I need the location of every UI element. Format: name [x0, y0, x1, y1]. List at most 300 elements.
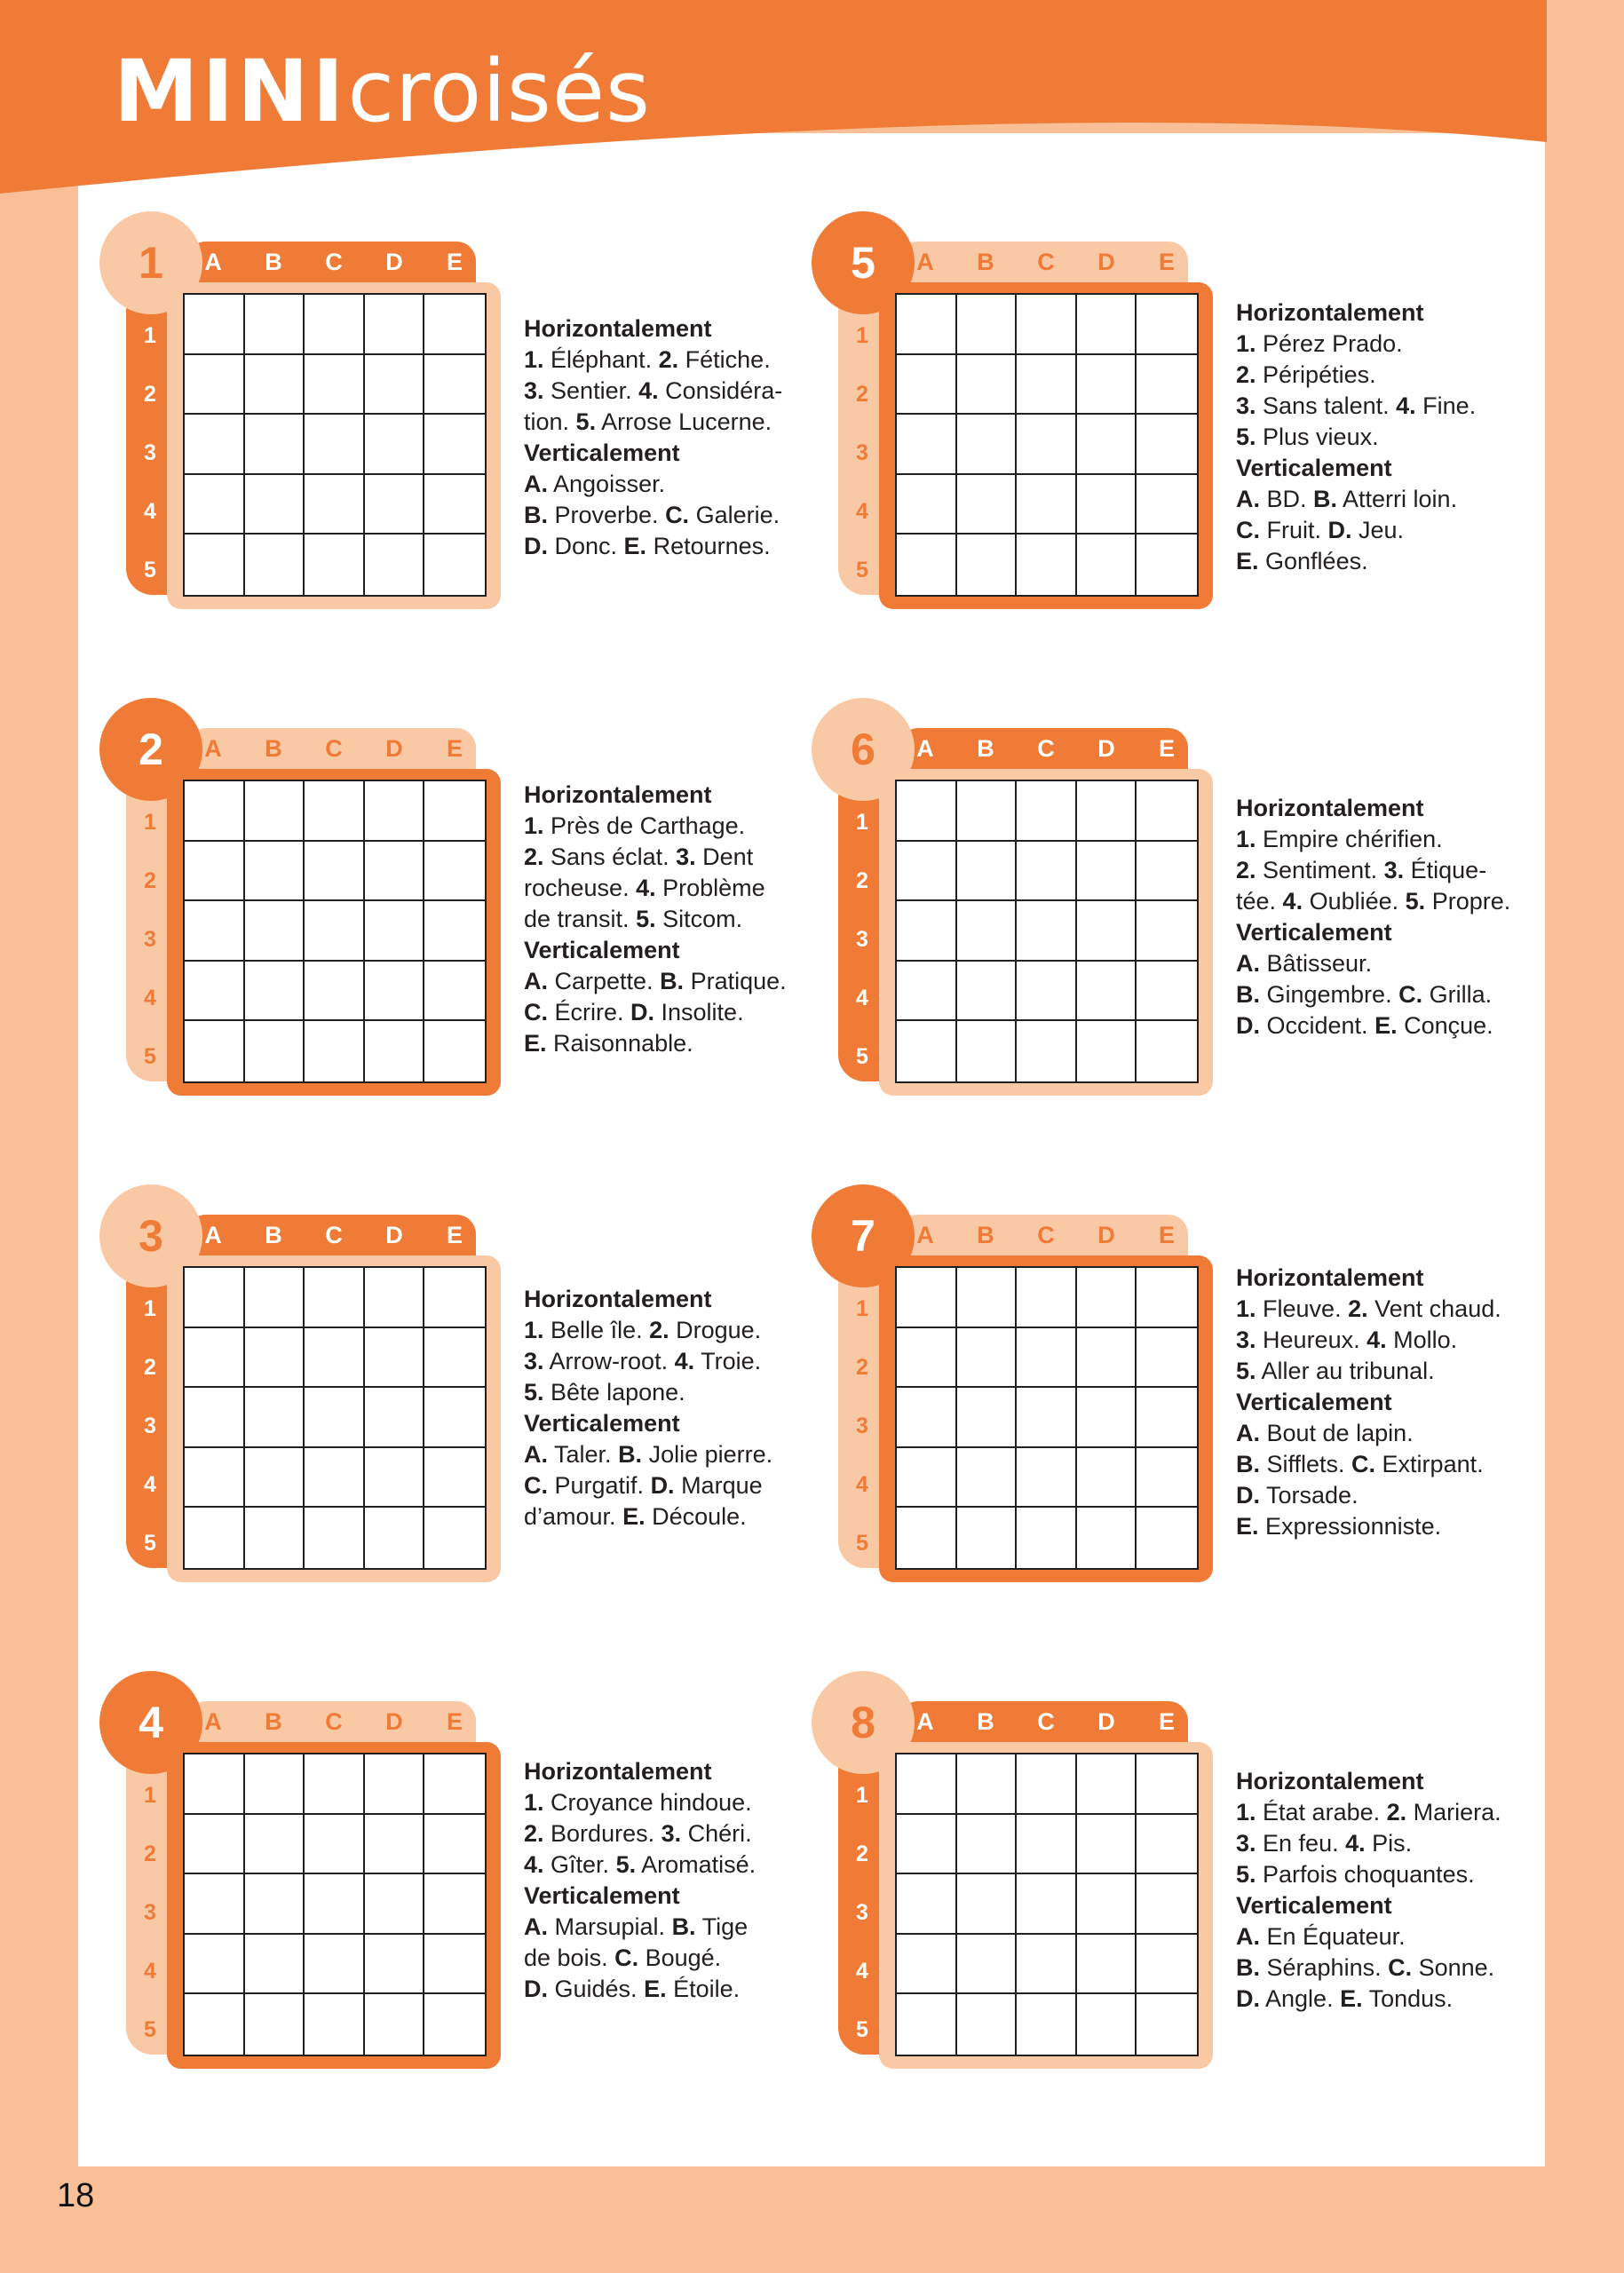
- grid-cell[interactable]: [305, 962, 365, 1022]
- column-label-bar: [899, 1215, 1188, 1255]
- clue-text: Étique-: [1404, 857, 1487, 883]
- clue-text: Extirpant.: [1375, 1451, 1484, 1477]
- grid-cell[interactable]: [1137, 781, 1197, 842]
- grid-cell[interactable]: [185, 1994, 245, 2055]
- clue-text: Marque: [674, 1472, 763, 1499]
- grid-cell[interactable]: [1017, 962, 1077, 1022]
- grid-cell[interactable]: [305, 1448, 365, 1509]
- grid-cell[interactable]: [245, 1994, 305, 2055]
- grid-cell[interactable]: [185, 1754, 245, 1815]
- grid-cell[interactable]: [424, 1815, 485, 1875]
- clue-number: C.: [524, 999, 548, 1026]
- grid-cell[interactable]: [1077, 1328, 1137, 1389]
- grid-cell[interactable]: [424, 1268, 485, 1328]
- grid-cell[interactable]: [305, 355, 365, 416]
- grid-cell[interactable]: [1077, 1935, 1137, 1995]
- grid-cell[interactable]: [1077, 1874, 1137, 1935]
- grid-cell[interactable]: [957, 1021, 1018, 1081]
- clue-number: B.: [1313, 486, 1338, 512]
- grid-cell[interactable]: [897, 1021, 957, 1081]
- grid-cell[interactable]: [245, 1874, 305, 1935]
- column-label: E: [1158, 735, 1175, 762]
- clue-line: [1236, 948, 1522, 979]
- grid-cell[interactable]: [957, 1268, 1018, 1328]
- grid-cell[interactable]: [897, 1935, 957, 1995]
- grid-cell[interactable]: [1137, 1021, 1197, 1081]
- grid-cell[interactable]: [185, 1268, 245, 1328]
- grid-cell[interactable]: [185, 1328, 245, 1389]
- row-label: 4: [144, 1472, 156, 1497]
- grid-cell[interactable]: [245, 415, 305, 475]
- grid-cell[interactable]: [1017, 901, 1077, 962]
- clue-number: 3.: [661, 1820, 682, 1847]
- grid-cell[interactable]: [365, 1268, 425, 1328]
- clue-text: Écrire.: [548, 999, 631, 1026]
- grid-cell[interactable]: [1017, 781, 1077, 842]
- grid-cell[interactable]: [897, 1268, 957, 1328]
- grid-cell[interactable]: [365, 1508, 425, 1568]
- clue-number: 1.: [1236, 1799, 1256, 1826]
- grid-cell[interactable]: [305, 1268, 365, 1328]
- grid-cell[interactable]: [365, 475, 425, 535]
- grid-cell[interactable]: [957, 1935, 1018, 1995]
- grid-cell[interactable]: [1137, 475, 1197, 535]
- grid-cell[interactable]: [365, 295, 425, 355]
- grid-cell[interactable]: [897, 781, 957, 842]
- grid-cell[interactable]: [185, 1448, 245, 1509]
- grid-cell[interactable]: [897, 1874, 957, 1935]
- clue-number: C.: [1236, 517, 1260, 543]
- grid-cell[interactable]: [305, 901, 365, 962]
- grid-cell[interactable]: [365, 901, 425, 962]
- grid-cell[interactable]: [897, 355, 957, 416]
- grid-cell[interactable]: [897, 475, 957, 535]
- clue-text: Propre.: [1425, 888, 1511, 915]
- grid-cell[interactable]: [1137, 415, 1197, 475]
- grid-cell[interactable]: [1017, 1994, 1077, 2055]
- grid-cell[interactable]: [424, 1388, 485, 1448]
- clue-line: [1236, 855, 1522, 886]
- grid-cell[interactable]: [957, 901, 1018, 962]
- grid-cell[interactable]: [1017, 1448, 1077, 1509]
- grid-cell[interactable]: [305, 1328, 365, 1389]
- column-label: B: [265, 1708, 282, 1735]
- clue-number: E.: [524, 1030, 547, 1057]
- clue-text: tée.: [1236, 888, 1283, 915]
- column-label: D: [1097, 735, 1115, 762]
- grid-cell[interactable]: [365, 781, 425, 842]
- grid-cell[interactable]: [305, 1874, 365, 1935]
- clue-line: [1236, 329, 1522, 360]
- clue-number: 2.: [1386, 1799, 1407, 1826]
- grid-cell[interactable]: [185, 1874, 245, 1935]
- grid-cell[interactable]: [957, 415, 1018, 475]
- crossword-puzzle: [99, 1184, 810, 1602]
- clue-text: Taler.: [548, 1441, 619, 1468]
- column-label: C: [325, 1222, 343, 1248]
- clue-number: 1.: [1236, 1295, 1256, 1322]
- clue-heading: Verticalement: [1236, 1389, 1392, 1415]
- grid-cell[interactable]: [424, 1994, 485, 2055]
- grid-cell[interactable]: [365, 1815, 425, 1875]
- grid-cell[interactable]: [957, 535, 1018, 595]
- grid-cell[interactable]: [1077, 962, 1137, 1022]
- grid-cell[interactable]: [365, 415, 425, 475]
- grid-cell[interactable]: [424, 901, 485, 962]
- clue-number: 5.: [1405, 888, 1426, 915]
- grid-cell[interactable]: [957, 1994, 1018, 2055]
- grid-cell[interactable]: [1137, 355, 1197, 416]
- grid-cell[interactable]: [365, 1021, 425, 1081]
- clue-heading: Verticalement: [524, 937, 680, 963]
- grid-cell[interactable]: [897, 415, 957, 475]
- grid-cell[interactable]: [424, 1508, 485, 1568]
- grid-cell[interactable]: [305, 535, 365, 595]
- clue-line: [524, 997, 810, 1028]
- grid-cell[interactable]: [305, 1508, 365, 1568]
- grid-cell[interactable]: [1017, 1388, 1077, 1448]
- grid-cell[interactable]: [185, 842, 245, 902]
- grid-cell[interactable]: [957, 842, 1018, 902]
- clue-line: [1236, 1952, 1522, 1984]
- clue-text: Troie.: [694, 1348, 762, 1374]
- clue-line: [1236, 1418, 1522, 1449]
- grid-cell[interactable]: [424, 781, 485, 842]
- grid-cell[interactable]: [1077, 781, 1137, 842]
- column-label: C: [1037, 1708, 1055, 1735]
- clue-number: B.: [1236, 1954, 1260, 1981]
- grid-cell[interactable]: [365, 535, 425, 595]
- grid-cell[interactable]: [1137, 1994, 1197, 2055]
- clue-text: Découle.: [645, 1503, 747, 1530]
- grid-cell[interactable]: [1137, 295, 1197, 355]
- clue-heading: Verticalement: [524, 440, 680, 466]
- grid-cell[interactable]: [365, 1754, 425, 1815]
- grid-cell[interactable]: [1077, 1508, 1137, 1568]
- clue-text: Sitcom.: [655, 906, 743, 932]
- grid-cell[interactable]: [1137, 1815, 1197, 1875]
- grid-cell[interactable]: [957, 355, 1018, 416]
- grid-cell[interactable]: [365, 1994, 425, 2055]
- grid-cell[interactable]: [424, 535, 485, 595]
- grid-cell[interactable]: [424, 415, 485, 475]
- row-label: 2: [856, 1355, 868, 1380]
- grid-cell[interactable]: [1137, 535, 1197, 595]
- grid-cell[interactable]: [1077, 415, 1137, 475]
- row-label: 5: [856, 1044, 868, 1069]
- grid-cell[interactable]: [245, 962, 305, 1022]
- grid-cell[interactable]: [185, 535, 245, 595]
- clue-text: Empire chérifien.: [1256, 826, 1443, 852]
- grid-cell[interactable]: [245, 781, 305, 842]
- grid-cell[interactable]: [1017, 1328, 1077, 1389]
- column-label: C: [325, 249, 343, 275]
- clue-line: [1236, 422, 1522, 453]
- grid-cell[interactable]: [957, 1328, 1018, 1389]
- grid-cell[interactable]: [185, 1388, 245, 1448]
- grid-cell[interactable]: [424, 1448, 485, 1509]
- clue-number: D.: [650, 1472, 675, 1499]
- grid-cell[interactable]: [1137, 1268, 1197, 1328]
- grid-cell[interactable]: [957, 1874, 1018, 1935]
- grid-cell[interactable]: [365, 1935, 425, 1995]
- grid-cell[interactable]: [245, 1754, 305, 1815]
- grid-cell[interactable]: [1077, 475, 1137, 535]
- column-label-bar: [186, 1701, 476, 1742]
- clue-text: Pis.: [1365, 1830, 1413, 1857]
- grid-cell[interactable]: [424, 475, 485, 535]
- clue-line: [524, 1028, 810, 1059]
- grid-cell[interactable]: [185, 1508, 245, 1568]
- grid-cell[interactable]: [245, 842, 305, 902]
- clue-number: 4.: [636, 875, 656, 901]
- grid-cell[interactable]: [1137, 962, 1197, 1022]
- grid-cell[interactable]: [957, 1754, 1018, 1815]
- grid-cell[interactable]: [957, 1508, 1018, 1568]
- grid-cell[interactable]: [897, 535, 957, 595]
- clue-heading: Verticalement: [1236, 455, 1392, 481]
- grid-cell[interactable]: [424, 1328, 485, 1389]
- column-label: C: [1037, 1222, 1055, 1248]
- grid-cell[interactable]: [185, 962, 245, 1022]
- column-label: E: [1158, 249, 1175, 275]
- crossword-puzzle: [812, 1184, 1522, 1602]
- grid-cell[interactable]: [245, 355, 305, 416]
- grid-cell[interactable]: [1017, 1935, 1077, 1995]
- grid-cell[interactable]: [245, 475, 305, 535]
- grid-cell[interactable]: [185, 1935, 245, 1995]
- grid-cell[interactable]: [185, 901, 245, 962]
- grid-cell[interactable]: [245, 535, 305, 595]
- clue-line: [1236, 1480, 1522, 1511]
- grid-cell[interactable]: [185, 475, 245, 535]
- grid-cell[interactable]: [245, 295, 305, 355]
- grid-cell[interactable]: [897, 962, 957, 1022]
- grid-cell[interactable]: [957, 962, 1018, 1022]
- clue-heading: Horizontalement: [524, 1758, 712, 1785]
- clue-text: Dent: [695, 843, 754, 870]
- grid-cell[interactable]: [185, 1815, 245, 1875]
- grid-cell[interactable]: [305, 475, 365, 535]
- grid-cell[interactable]: [957, 1815, 1018, 1875]
- grid-cell[interactable]: [1137, 842, 1197, 902]
- clue-text: État arabe.: [1256, 1799, 1387, 1826]
- clue-number: B.: [618, 1441, 643, 1468]
- grid-cell[interactable]: [957, 475, 1018, 535]
- grid-cell[interactable]: [185, 295, 245, 355]
- clue-number: 1.: [1236, 330, 1256, 357]
- grid-cell[interactable]: [424, 962, 485, 1022]
- grid-cell[interactable]: [1077, 1754, 1137, 1815]
- grid-cell[interactable]: [424, 355, 485, 416]
- grid-cell[interactable]: [1017, 1815, 1077, 1875]
- grid-cell[interactable]: [305, 1754, 365, 1815]
- grid-cell[interactable]: [1017, 415, 1077, 475]
- clue-line: [524, 842, 810, 873]
- column-label: D: [385, 735, 403, 762]
- grid-cell[interactable]: [897, 1508, 957, 1568]
- grid-cell[interactable]: [185, 1021, 245, 1081]
- grid-cell[interactable]: [1017, 1268, 1077, 1328]
- clue-number: C.: [1351, 1451, 1376, 1477]
- clue-text: Insolite.: [654, 999, 744, 1026]
- grid-cell[interactable]: [305, 415, 365, 475]
- row-label: 4: [856, 499, 868, 524]
- grid-cell[interactable]: [245, 1021, 305, 1081]
- grid-cell[interactable]: [365, 1448, 425, 1509]
- grid-cell[interactable]: [424, 1754, 485, 1815]
- grid-cell[interactable]: [957, 1388, 1018, 1448]
- clue-line: [524, 469, 810, 500]
- grid-cell[interactable]: [424, 295, 485, 355]
- grid-cell[interactable]: [1137, 901, 1197, 962]
- grid-cell[interactable]: [305, 842, 365, 902]
- grid-cell[interactable]: [245, 1268, 305, 1328]
- grid-cell[interactable]: [305, 1935, 365, 1995]
- grid-cell[interactable]: [1077, 1448, 1137, 1509]
- crossword-puzzle: [812, 1671, 1522, 2088]
- grid-cell[interactable]: [897, 1994, 957, 2055]
- clue-heading: Verticalement: [1236, 919, 1392, 946]
- grid-cell[interactable]: [1017, 295, 1077, 355]
- grid-cell[interactable]: [1077, 295, 1137, 355]
- grid-cell[interactable]: [1017, 1874, 1077, 1935]
- grid-cell[interactable]: [245, 901, 305, 962]
- grid-cell[interactable]: [1077, 1815, 1137, 1875]
- clue-text: Sans éclat.: [543, 843, 677, 870]
- grid-cell[interactable]: [897, 1448, 957, 1509]
- clue-heading: Verticalement: [524, 1410, 680, 1437]
- grid-cell[interactable]: [1077, 842, 1137, 902]
- grid-cell[interactable]: [897, 1328, 957, 1389]
- grid-cell[interactable]: [1137, 1874, 1197, 1935]
- grid-cell[interactable]: [897, 842, 957, 902]
- grid-cell[interactable]: [1137, 1935, 1197, 1995]
- grid-cell[interactable]: [897, 295, 957, 355]
- clue-number: 5.: [575, 408, 597, 435]
- clue-line: [1236, 1294, 1522, 1325]
- grid-cell[interactable]: [305, 1021, 365, 1081]
- clue-text: Drogue.: [669, 1317, 762, 1343]
- grid-cell[interactable]: [897, 1815, 957, 1875]
- row-label: 5: [144, 2017, 156, 2042]
- grid-cell[interactable]: [424, 1935, 485, 1995]
- grid-cell[interactable]: [1017, 535, 1077, 595]
- clue-list: [1236, 1263, 1522, 1542]
- row-label: 2: [144, 382, 156, 407]
- clue-heading: Horizontalement: [1236, 795, 1424, 821]
- clue-number: A.: [1236, 1923, 1260, 1950]
- grid-cell[interactable]: [1077, 1388, 1137, 1448]
- grid-cell[interactable]: [1137, 1328, 1197, 1389]
- grid-cell[interactable]: [1077, 1994, 1137, 2055]
- grid-cell[interactable]: [1017, 475, 1077, 535]
- column-label-bar: [186, 1215, 476, 1255]
- grid-cell[interactable]: [1077, 355, 1137, 416]
- clue-text: Marsupial.: [548, 1913, 672, 1940]
- grid-cell[interactable]: [365, 1874, 425, 1935]
- grid-cell[interactable]: [1077, 901, 1137, 962]
- grid-cell[interactable]: [1077, 535, 1137, 595]
- grid-cell[interactable]: [1017, 842, 1077, 902]
- clue-number: 3.: [1236, 392, 1256, 419]
- clue-number: 4.: [638, 377, 659, 404]
- grid-cell[interactable]: [1137, 1448, 1197, 1509]
- grid-cell[interactable]: [305, 1994, 365, 2055]
- clue-number: A.: [524, 1913, 548, 1940]
- grid-cell[interactable]: [185, 415, 245, 475]
- clue-number: 1.: [524, 346, 544, 373]
- grid-cell[interactable]: [1137, 1508, 1197, 1568]
- grid-cell[interactable]: [1077, 1268, 1137, 1328]
- column-label: B: [265, 735, 282, 762]
- grid-cell[interactable]: [365, 1328, 425, 1389]
- grid-cell[interactable]: [185, 781, 245, 842]
- grid-cell[interactable]: [957, 1448, 1018, 1509]
- grid-cell[interactable]: [897, 901, 957, 962]
- clue-line: [524, 1849, 810, 1881]
- grid-cell[interactable]: [1017, 1754, 1077, 1815]
- grid-cell[interactable]: [957, 781, 1018, 842]
- grid-cell[interactable]: [305, 1388, 365, 1448]
- crossword-puzzle: [99, 698, 810, 1115]
- clue-line: [524, 1787, 810, 1818]
- clue-line: [524, 1346, 810, 1377]
- grid-cell[interactable]: [424, 1021, 485, 1081]
- row-label: 3: [144, 927, 156, 952]
- row-label: 4: [856, 1472, 868, 1497]
- grid-cell[interactable]: [245, 1935, 305, 1995]
- grid-cell[interactable]: [245, 1508, 305, 1568]
- grid-cell[interactable]: [424, 842, 485, 902]
- grid-cell[interactable]: [1017, 1508, 1077, 1568]
- clue-number: A.: [1236, 486, 1260, 512]
- grid-cell[interactable]: [305, 295, 365, 355]
- grid-cell[interactable]: [897, 1388, 957, 1448]
- grid-cell[interactable]: [245, 1448, 305, 1509]
- grid-cell[interactable]: [305, 781, 365, 842]
- row-label: 1: [856, 1783, 868, 1808]
- puzzle-number-badge: 7: [812, 1184, 915, 1287]
- column-label: B: [977, 735, 994, 762]
- grid-cell[interactable]: [185, 355, 245, 416]
- grid-cell[interactable]: [365, 1388, 425, 1448]
- grid-cell[interactable]: [245, 1388, 305, 1448]
- grid-cell[interactable]: [305, 1815, 365, 1875]
- grid-cell[interactable]: [365, 355, 425, 416]
- clue-number: E.: [644, 1976, 667, 2002]
- grid-cell[interactable]: [897, 1754, 957, 1815]
- grid-cell[interactable]: [957, 295, 1018, 355]
- grid-cell[interactable]: [365, 842, 425, 902]
- grid-cell[interactable]: [1017, 1021, 1077, 1081]
- clue-line: [1236, 1797, 1522, 1828]
- grid-cell[interactable]: [424, 1874, 485, 1935]
- grid-cell[interactable]: [1137, 1754, 1197, 1815]
- clue-number: B.: [1236, 981, 1260, 1008]
- grid-cell[interactable]: [1017, 355, 1077, 416]
- clue-number: 5.: [636, 906, 656, 932]
- clue-number: E.: [1374, 1012, 1398, 1039]
- row-label: 1: [144, 1783, 156, 1808]
- grid-cell[interactable]: [1137, 1388, 1197, 1448]
- puzzle-number-badge: 5: [812, 211, 915, 314]
- column-label: A: [204, 735, 222, 762]
- grid-cell[interactable]: [1077, 1021, 1137, 1081]
- grid-cell[interactable]: [365, 962, 425, 1022]
- grid-cell[interactable]: [245, 1815, 305, 1875]
- grid-cell[interactable]: [245, 1328, 305, 1389]
